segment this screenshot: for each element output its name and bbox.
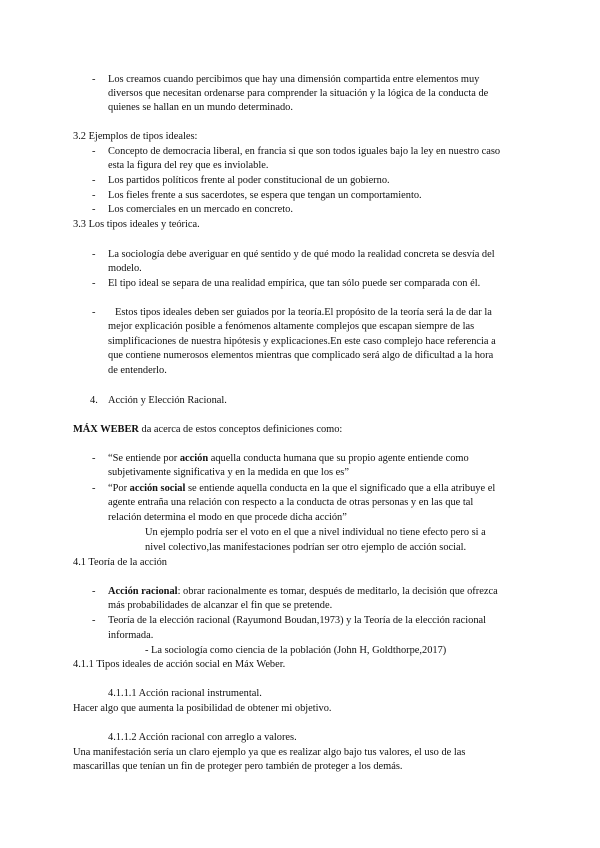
example-line-2: nivel colectivo,las manifestaciones podrían ser otro ejemplo de acción social. [145,542,467,553]
list-item-text: El tipo ideal se separa de una realidad empírica, que tan sólo puede ser comparada con él. [108,278,481,289]
list-dash: - [92,146,96,157]
intro-line-3: quienes se hallan en un mundo determinado. [108,102,293,113]
rational-action-item [108,585,498,600]
body-4-1-1-2-line-1: Una manifestación sería un claro ejemplo ya que es realizar algo bajo tus valores, el uso de las [73,747,466,758]
quote-action-line-2: subjetivamente significativa y en la medida en que los es” [108,467,349,478]
heading-3-3: 3.3 Los tipos ideales y teórica. [73,219,200,230]
example-line-1: Un ejemplo podría ser el voto en el que a nivel individual no tiene efecto pero si a [145,527,486,538]
body-4-1-1-2-line-2: mascarillas que tenían un fin de proteger pero también de proteger a los demás. [73,761,403,772]
list-item-text: La sociología debe averiguar en qué sentido y de qué modo la realidad concreta se desvía del [108,249,495,260]
term-accion-social: acción social [129,483,186,494]
heading-4-1-1: 4.1.1 Tipos ideales de acción social en Máx Weber. [73,659,286,670]
list-item-text: Los fieles frente a sus sacerdotes, se espera que tengan un comportamiento. [108,190,422,201]
weber-intro-rest: da acerca de estos conceptos definiciones como: [138,424,343,435]
list-item-text: Teoría de la elección racional (Rayumond Boudan,1973) y la Teoría de la elección racional [108,615,487,626]
list-dash: - [92,453,96,464]
term-accion-racional: Acción racional [108,586,178,597]
list-item-text: modelo. [108,263,142,274]
list-item-text: de entenderlo. [108,365,167,376]
list-dash: - [92,278,96,289]
list-item-text: mejor explicación posible a fenómenos altamente complejos que escapan siempre de las [108,321,475,332]
rational-action-line-2: más probabilidades de alcanzar el fin que se pretende. [108,600,333,611]
list-dash: - [92,74,96,85]
list-item-text: Los partidos políticos frente al poder constitucional de un gobierno. [108,175,390,186]
heading-3-2: 3.2 Ejemplos de tipos ideales: [73,131,198,142]
quote-text: “Por [108,483,130,494]
heading-4-1-1-2: 4.1.1.2 Acción racional con arreglo a valores. [108,732,297,743]
list-item-text: informada. [108,630,154,641]
list-item-text: que contiene numerosos elementos mientras que complicado será algo de dificultad a la hora [108,350,494,361]
citation: - La sociología como ciencia de la población (John H, Goldthorpe,2017) [145,645,447,656]
section-number-4: 4. [90,395,98,406]
weber-name: MÁX WEBER [73,424,139,435]
heading-4-1-1-1: 4.1.1.1 Acción racional instrumental. [108,688,262,699]
quote-action [108,452,469,467]
list-dash: - [92,483,96,494]
heading-4-1: 4.1 Teoría de la acción [73,557,167,568]
list-item-text: Los comerciales en un mercado en concreto. [108,204,293,215]
list-dash: - [92,190,96,201]
list-dash: - [92,204,96,215]
intro-line-1: Los creamos cuando percibimos que hay una dimensión compartida entre elementos muy [108,74,480,85]
list-dash: - [92,586,96,597]
list-dash: - [92,307,96,318]
quote-text: se entiende aquella conducta en la que el significado que a ella atribuye el [185,483,496,494]
list-item-text: Concepto de democracia liberal, en francia si que son todos iguales bajo la ley en nuestro caso [108,146,501,157]
weber-intro [73,423,342,438]
term-accion: acción [179,453,209,464]
list-dash: - [92,615,96,626]
list-item-text: simplificaciones de nuestra hipótesis y explicaciones.En este caso complejo hace referencia a [108,336,496,347]
quote-social-line-3: relación determina el modo en que procede dicha acción” [108,512,347,523]
quote-social-line-2: agente entraña una relación con respecto a la conducta de otras personas y en las que tal [108,497,474,508]
quote-text: “Se entiende por [108,453,180,464]
list-item-text: Estos tipos ideales deben ser guiados por la teoría.El propósito de la teoría será la de dar la [115,307,492,318]
intro-line-2: diversos que necesitan ordenarse para comprender la situación y la lógica de la conducta de [108,88,489,99]
body-4-1-1-1: Hacer algo que aumenta la posibilidad de obtener mi objetivo. [73,703,332,714]
list-dash: - [92,175,96,186]
heading-4: Acción y Elección Racional. [108,395,227,406]
quote-social-action [108,482,495,497]
list-dash: - [92,249,96,260]
quote-text: aquella conducta humana que su propio agente entiende como [208,453,469,464]
item-text: : obrar racionalmente es tomar, después de meditarlo, la decisión que ofrezca [177,586,498,597]
list-item-text: esta la figura del rey que es inviolable. [108,160,269,171]
